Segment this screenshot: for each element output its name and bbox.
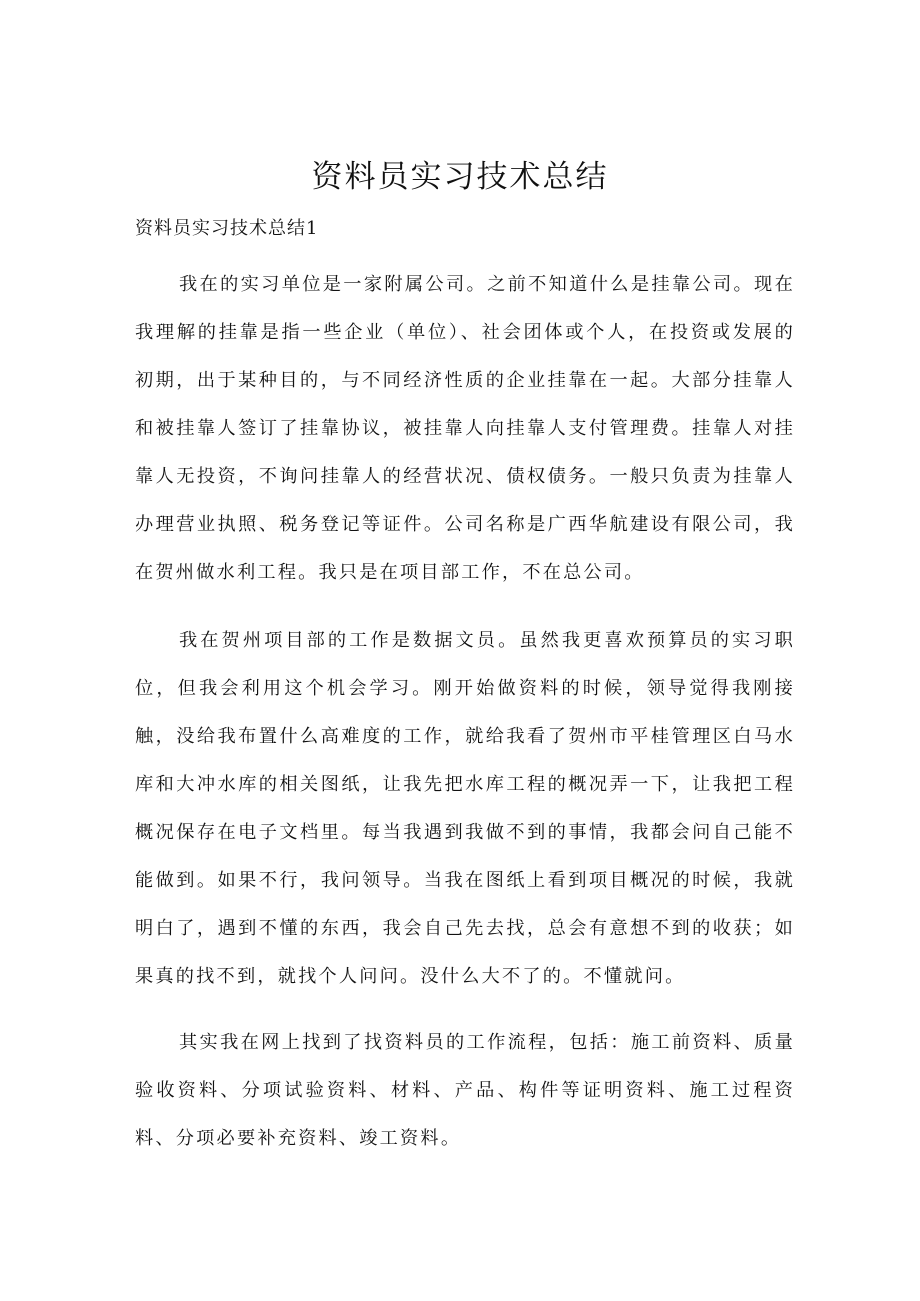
section-heading: 资料员实习技术总结1 (135, 218, 319, 239)
document-title: 资料员实习技术总结 (311, 159, 609, 195)
paragraph-3: 其实我在网上找到了找资料员的工作流程，包括：施工前资料、质量验收资料、分项试验资料、材料、产品、构件等证明资料、施工过程资料、分项必要补充资料、竣工资料。 (135, 1032, 795, 1149)
paragraph-2: 我在贺州项目部的工作是数据文员。虽然我更喜欢预算员的实习职位，但我会利用这个机会学习。刚开始做资料的时候，领导觉得我刚接触，没给我布置什么高难度的工作，就给我看了贺州市平桂管理区白马水库和大冲水库的相关图纸，让我先把水库工程的概况弄一下，让我把工程概况保存在电子文档里。每当我遇到我做不到的事情，我都会问自己能不能做到。如果不行，我问领导。当我在图纸上看到项目概况的时候，我就明白了，遇到不懂的东西，我会自己先去找，总会有意想不到的收获；如果真的找不到，就找个人问问。没什么大不了的。不懂就问。 (135, 630, 795, 987)
paragraph-1: 我在的实习单位是一家附属公司。之前不知道什么是挂靠公司。现在我理解的挂靠是指一些企业（单位）、社会团体或个人，在投资或发展的初期，出于某种目的，与不同经济性质的企业挂靠在一起。大部分挂靠人和被挂靠人签订了挂靠协议，被挂靠人向挂靠人支付管理费。挂靠人对挂靠人无投资，不询问挂靠人的经营状况、债权债务。一般只负责为挂靠人办理营业执照、税务登记等证件。公司名称是广西华航建设有限公司，我在贺州做水利工程。我只是在项目部工作，不在总公司。 (135, 274, 795, 583)
